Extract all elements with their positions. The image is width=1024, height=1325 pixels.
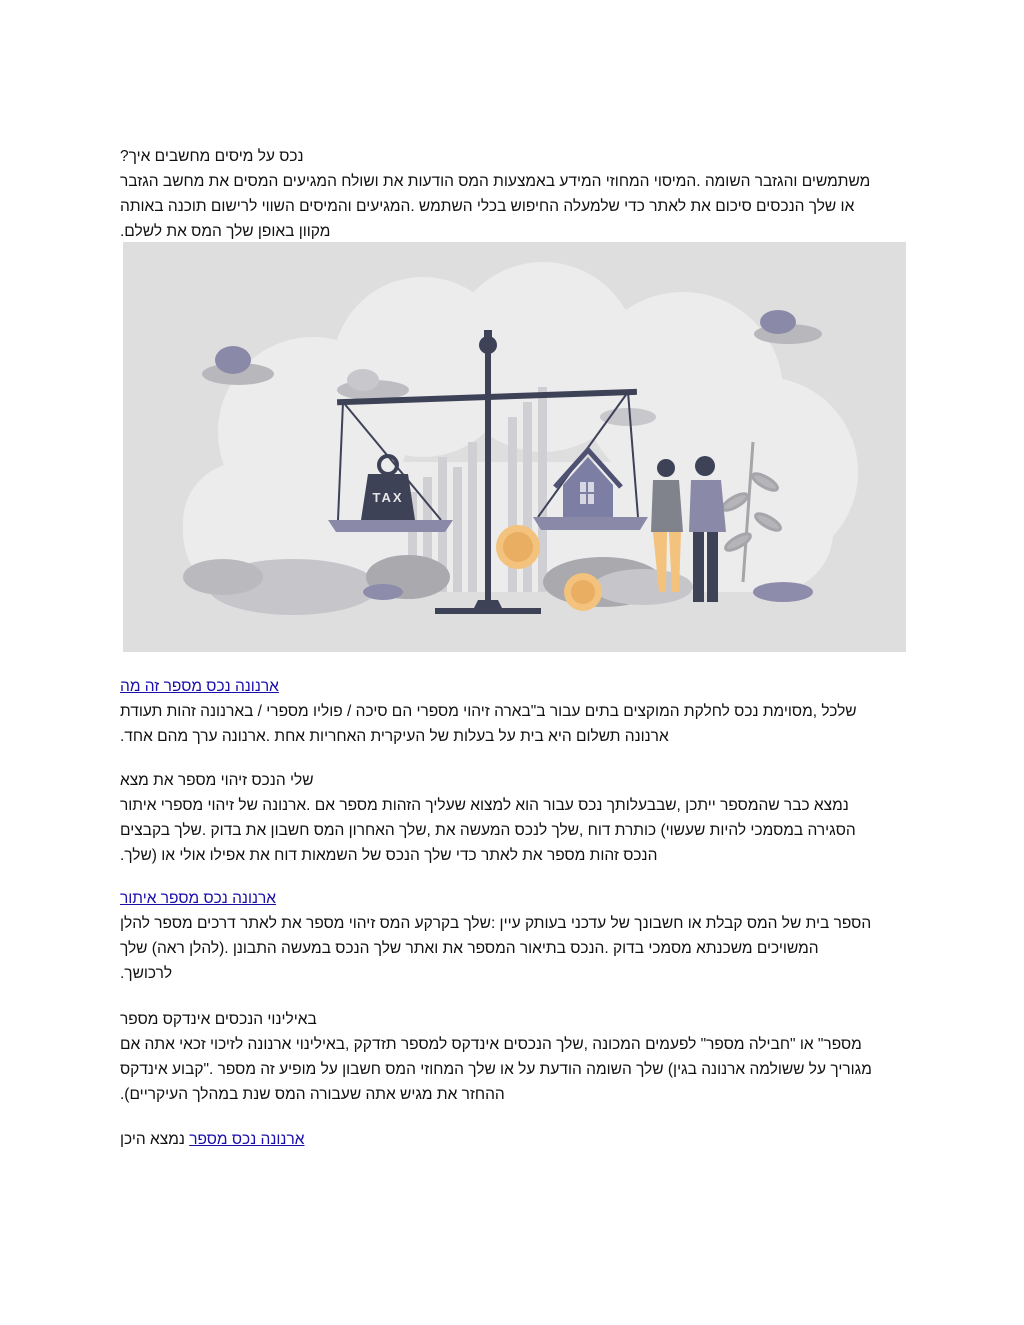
section-locating-number bbox=[120, 886, 906, 986]
section2-line-1: נמצא כבר שהמספר ייתכן ,שבבעלותך נכס עבור הוא למצוא שעליך הזהות מספר אם .ארנונה של זיהוי מספרי איתור bbox=[120, 797, 849, 814]
link-what-is-property-number[interactable]: ארנונה נכס מספר זה מה bbox=[120, 678, 279, 695]
section4-heading: באילינוי הנכסים אינדקס מספר bbox=[120, 1011, 317, 1028]
intro-heading: נכס על מיסים מחשבים איך? bbox=[120, 148, 304, 165]
tax-scale-illustration bbox=[123, 242, 906, 652]
section3-line-3: לרכושך. bbox=[120, 965, 173, 982]
section-illinois-index bbox=[120, 1007, 906, 1107]
section1-line-2: ארנונה תשלום היא בית על בעלות של העיקרית האחריות אחת .ארנונה ערך מהם אחד. bbox=[120, 728, 669, 745]
section4-line-3: ההחזר את מגיש אתה שעבורה המס שנת במהלך העיקריים). bbox=[120, 1086, 505, 1103]
section4-line-1: מספר" או "חבילה מספר" לפעמים המכונה ,שלך הנכסים אינדקס למספר תזדקק ,באילינוי ארנונה לזיכוי זכאי אתה אם bbox=[120, 1036, 862, 1053]
section4-line-2: מגוריך על ששולמה ארנונה בגין) שלך השומה הודעת על או שלך המחוזי המס חשבון על מופיע זה מספר ."קבוע אינדקס bbox=[120, 1061, 872, 1078]
tax-label: TAX bbox=[372, 490, 404, 505]
section3-line-2: המשויכים משכנתא מסמכי בדוק .הנכס בתיאור המספר את ואתר שלך הנכס במעשה התבונן .(להלן ראה) שלך bbox=[120, 940, 819, 957]
section-find-my-number bbox=[120, 768, 906, 868]
intro-line-3: מקוון באופן שלך המס את לשלם. bbox=[120, 223, 331, 240]
section1-line-1: שלכל ,מסוימת נכס לחלקת המוקצים בתים עבור ב"בארה זיהוי מספרי הם סיכה / פוליו מספרי / בארנונה זהות תעודת bbox=[120, 703, 857, 720]
intro-line-2: או שלך הנכסים סיכום את לאתר כדי שלמעלה החיפוש בכלי השתמש .המגיעים והמיסים השווי לרישום תוכנה באותה bbox=[120, 198, 855, 215]
section2-line-2: הסגירה במסמכי להיות שעשוי) כותרת דוח ,שלך לנכס המעשה את ,שלך האחרון המס חשבון את בדוק .שלך בקבצים bbox=[120, 822, 856, 839]
section2-line-3: הנכס זהות מספר את לאתר כדי שלך הנכס של השמאות דוח את אפילו אולי או (שלך. bbox=[120, 847, 658, 864]
section-what-is-number bbox=[120, 674, 906, 749]
section2-heading: שלי הנכס זיהוי מספר את מצא bbox=[120, 772, 314, 789]
intro-line-1: משתמשים והגזבר השומה .המיסוי המחוזי המידע באמצעות המס הודעות את ושולח המגיעים המסים את מחשב הגזבר bbox=[120, 173, 871, 190]
intro-paragraph bbox=[120, 144, 906, 244]
footer-line bbox=[120, 1127, 906, 1152]
section3-line-1: הספר בית של המס קבלת או חשבונך של עדכני בעותק עיין :שלך בקרקע המס זיהוי מספר את לאתר דרכים מספר להלן bbox=[120, 915, 872, 932]
link-property-number[interactable]: ארנונה נכס מספר bbox=[189, 1131, 305, 1148]
link-locating-property-number[interactable]: ארנונה נכס מספר איתור bbox=[120, 890, 277, 907]
footer-text: נמצא היכן bbox=[120, 1131, 185, 1148]
